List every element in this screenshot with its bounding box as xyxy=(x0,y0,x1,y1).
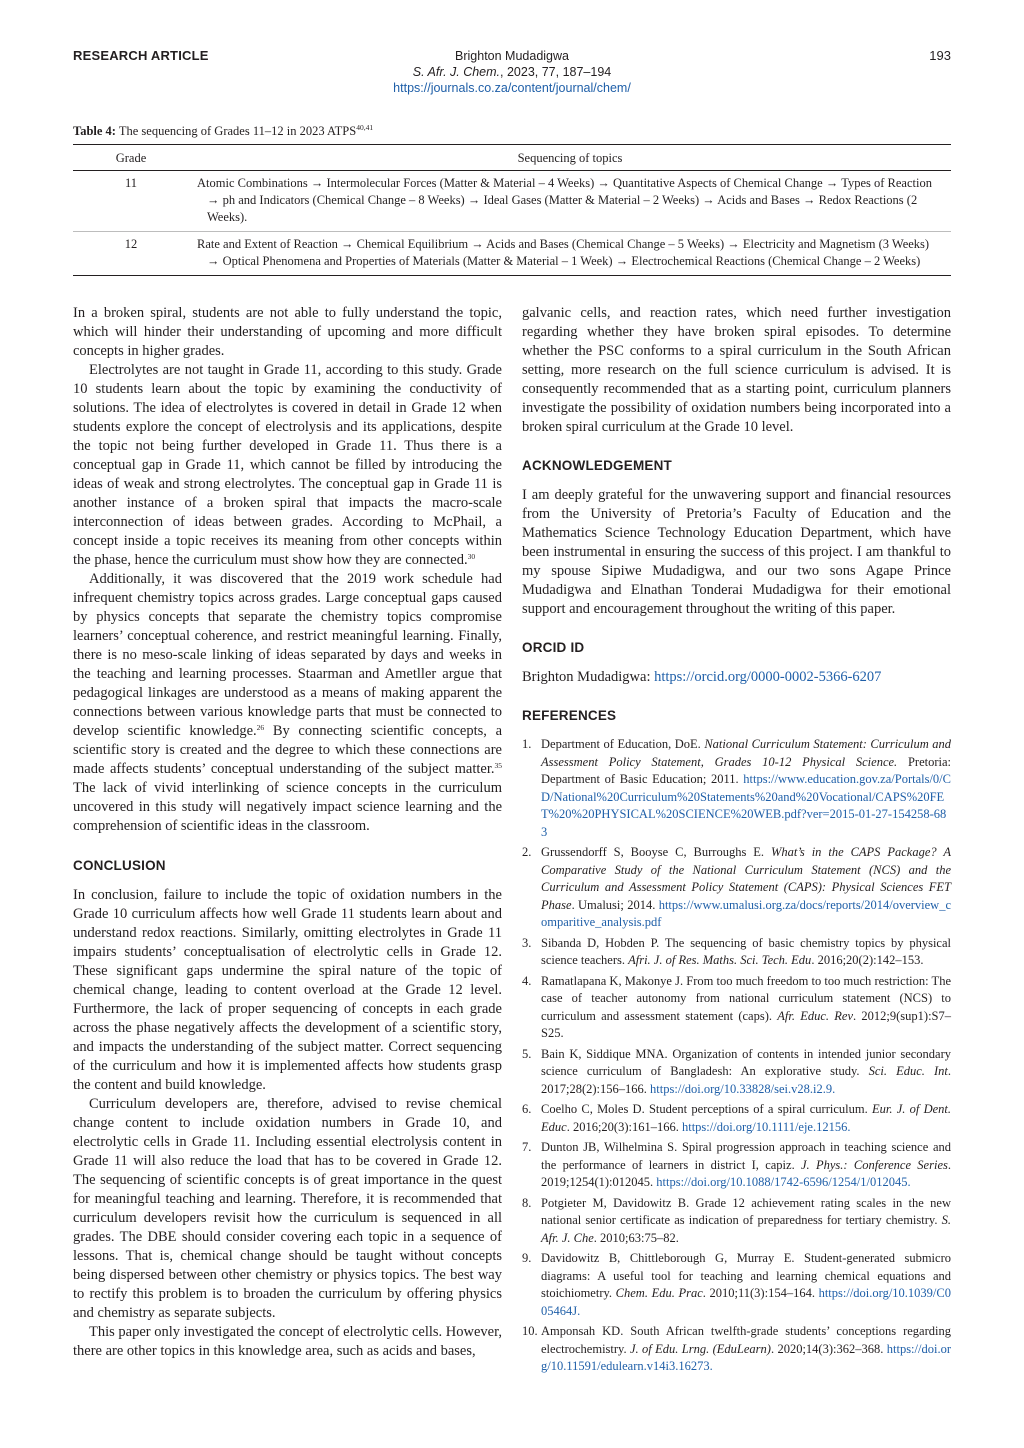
reference-authors: Potgieter M, Davidowitz B. Grade 12 achievement rating scales in the new national senior certificate as indication of preparedness for tertiary chemistry. xyxy=(541,1195,951,1227)
reference-title: Eur. J. of Dent. Educ xyxy=(541,1102,952,1134)
table-cell-grade: 12 xyxy=(73,232,189,276)
header-journal: S. Afr. J. Chem. xyxy=(412,65,501,79)
citation: 35 xyxy=(494,761,502,770)
page-number: 193 xyxy=(929,48,951,63)
section-label: RESEARCH ARTICLE xyxy=(73,48,209,63)
reference-title: S. Afr. J. Che xyxy=(541,1213,951,1245)
reference-authors: Department of Education, DoE. xyxy=(541,737,705,751)
reference-item xyxy=(522,1250,951,1320)
table-caption-citation: 40,41 xyxy=(356,123,374,132)
section-heading-orcid: ORCID ID xyxy=(522,640,585,655)
body-paragraph: Curriculum developers are, therefore, advised to revise chemical change content to include oxidation numbers in Grade 10, and electrolytic cells in Grade 11. Including essential electrolysis content in Grade 11 will also reduce the load that has to be covered in Grade 12. The sequencing of scientific concepts is of great importance in the quest for meaningful teaching and learning. Therefore, it is recommended that curriculum developers revisit how the curriculum is sequenced in all grades. The DBE should consider covering each topic in a sequence of lessons. That is, chemical change should be taught without concepts being dispersed between other chemistry or physics topics. The best way to rectify this problem is to broaden the curriculum by offering physics and chemistry as separate subjects. xyxy=(73,1096,502,1321)
table-4 xyxy=(73,124,951,276)
table-caption-text: The sequencing of Grades 11–12 in 2023 ATPS xyxy=(115,124,357,138)
table-caption xyxy=(73,124,951,139)
table-row xyxy=(73,171,951,232)
reference-item xyxy=(522,1101,951,1136)
reference-item xyxy=(522,973,951,1043)
orcid-link[interactable]: https://orcid.org/0000-0002-5366-6207 xyxy=(654,669,882,685)
reference-title: Sci. Educ. Int xyxy=(868,1064,948,1078)
reference-details: . 2016;20(3):161–166. xyxy=(566,1119,682,1134)
citation: 26 xyxy=(256,723,265,732)
reference-item xyxy=(522,1323,951,1376)
reference-details: . 2010;63:75–82. xyxy=(593,1230,679,1245)
reference-authors: Ramatlapana K, Makonye J. From too much freedom to too much restriction: The case of teacher autonomy from national curriculum statement (NCS) to curriculum and assessment statement (caps). xyxy=(541,973,951,1023)
reference-number: 1. xyxy=(522,737,532,751)
reference-link[interactable]: https://doi.org/10.1111/eje.12156. xyxy=(681,1119,851,1134)
body-paragraph: In conclusion, failure to include the topic of oxidation numbers in the Grade 10 curriculum affects how well Grade 11 students learn about and understand redox reactions. Similarly, omitting electrolytes in Grade 11 impairs students’ conceptualisation of electrolytic cells in Grade 12. These significant gaps undermine the spiral nature of the topic of chemical change, leading to content overload at the Grade 12 level. Furthermore, the lack of proper sequencing of concepts in each grade across the phase negatively affects the development of a scientific story, and impacts the understanding of the subject matter. Correct sequencing of the curriculum and how it is implemented affects how students grasp the content and build knowledge. xyxy=(73,887,502,1093)
acknowledgement-text: I am deeply grateful for the unwavering support and financial resources from the University of Pretoria’s Faculty of Education and the Mathematics Science Technology Education Department, which have been instrumental in ensuring the success of this project. I am thankful to my spouse Sipiwe Mudadigwa, and our two sons Agape Prince Mudadigwa and Elnathan Tonderai Mudadigwa for their emotional support and encouragement throughout the writing of this paper. xyxy=(522,487,951,617)
paragraph-text: The lack of vivid interlinking of science concepts in the curriculum uncovered in this study will negatively impact science learning and the comprehension of scientific ideas in the classroom. xyxy=(73,780,502,834)
reference-authors: Amponsah KD. South African twelfth-grade students’ conceptions regarding electrochemistry. xyxy=(541,1324,951,1356)
reference-title: National Curriculum Statement: Curriculum and Assessment Policy Statement, Grades 10-12 Physical Science. xyxy=(541,737,951,769)
body-paragraph: In a broken spiral, students are not able to fully understand the topic, which will hinder their understanding of upcoming and more difficult concepts in higher grades. xyxy=(73,305,502,359)
right-column xyxy=(522,304,951,1379)
body-paragraph: This paper only investigated the concept of electrolytic cells. However, there are other topics in this knowledge area, such as acids and bases, xyxy=(73,1324,502,1359)
reference-number: 8. xyxy=(522,1195,532,1210)
sequence-text: Rate and Extent of Reaction → Chemical Equilibrium → Acids and Bases (Chemical Change – 5 Weeks) → Electricity and Magnetism (3 Weeks) → Optical Phenomena and Properties of Materials (Matter & Material – 1 Week) → Electrochemical Reactions (Chemical Change – 2 Weeks) xyxy=(197,237,930,268)
table-caption-label: Table 4: xyxy=(73,124,116,138)
header-author: Brighton Mudadigwa xyxy=(455,49,569,63)
reference-title: J. Phys.: Conference Series xyxy=(801,1157,948,1172)
reference-link[interactable]: https://doi.org/10.11591/edulearn.v14i3.16273. xyxy=(541,1341,951,1373)
reference-item xyxy=(522,1139,951,1192)
reference-details: . 2012;9(sup1):S7–S25. xyxy=(541,1008,951,1040)
reference-details: . 2016;20(2):142–153. xyxy=(811,953,924,967)
reference-number: 4. xyxy=(522,973,532,988)
reference-link[interactable]: https://www.education.gov.za/Portals/0/CD/National%20Curriculum%20Statements%20and%20Vocational/CAPS%20FET%20%20PHYSICAL%20SCIENCE%20WEB.pdf?ver=2015-01-27-154258-683 xyxy=(541,772,951,839)
reference-number: 5. xyxy=(522,1046,532,1061)
reference-link[interactable]: https://doi.org/10.33828/sei.v28.i2.9. xyxy=(650,1081,836,1096)
reference-list xyxy=(522,736,951,1376)
reference-link[interactable]: https://doi.org/10.1039/C005464J. xyxy=(541,1286,951,1318)
citation: 30 xyxy=(467,552,476,561)
left-column xyxy=(73,304,502,1361)
body-paragraph: galvanic cells, and reaction rates, which need further investigation regarding whether they have broken spiral episodes. To determine whether the PSC conforms to a spiral curriculum in the South African setting, more research on the full science curriculum is advised. It is consequently recommended that as a starting point, curriculum planners investigate the possibility of oxidation numbers being incorporated into a broken spiral curriculum at the Grade 10 level. xyxy=(522,305,951,435)
section-heading-conclusion: CONCLUSION xyxy=(73,858,166,873)
paragraph-text: Electrolytes are not taught in Grade 11, according to this study. Grade 10 students learn about the topic by examining the conductivity of solutions. The idea of electrolytes is covered in detail in Grade 12 when students explore the concept of electrolysis and its applications, despite the topic not being further developed in Grade 11. Thus there is a conceptual gap in Grade 11, which cannot be filled by introducing the ideas of weak and strong electrolytes. The conceptual gap in Grade 11 is another instance of a broken spiral that impacts the macro-scale interconnection of ideas between grades. According to McPhail, a concept inside a topic receives its meaning from other concepts within the phase, hence the curriculum must show how they are connected. xyxy=(73,362,502,568)
header-citation xyxy=(312,64,712,80)
reference-item xyxy=(522,736,951,841)
reference-link[interactable]: https://www.umalusi.org.za/docs/reports/2014/overview_comparitive_analysis.pdf xyxy=(541,897,951,929)
table-cell-sequence xyxy=(189,232,951,276)
reference-number: 9. xyxy=(522,1251,532,1265)
table-row xyxy=(73,232,951,276)
reference-details: . 2017;28(2):156–166. xyxy=(541,1064,951,1096)
sequence-text: Atomic Combinations → Intermolecular Forces (Matter & Material – 4 Weeks) → Quantitative Aspects of Chemical Change → Types of Reaction → ph and Indicators (Chemical Change – 8 Weeks) → Ideal Gases (Matter & Material – 2 Weeks) → Acids and Bases → Redox Reactions (2 Weeks). xyxy=(197,176,932,224)
reference-authors: Bain K, Siddique MNA. Organization of contents in intended junior secondary science curriculum of Bangladesh: An explorative study. xyxy=(541,1046,951,1078)
reference-details: . 2020;14(3):362–368. xyxy=(770,1341,887,1356)
table-cell-sequence xyxy=(189,171,951,232)
reference-item xyxy=(522,844,951,932)
reference-title: What’s in the CAPS Package? A Comparative Study of the National Curriculum Statement (NCS) and the Curriculum and Assessment Policy Statement (CAPS): Physical Sciences FET Phase xyxy=(541,845,951,912)
header-volume: , 2023, 77, 187–194 xyxy=(500,65,612,79)
reference-authors: Davidowitz B, Chittleborough G, Murray E. Student-generated submicro diagrams: A useful tool for teaching and learning chemical equations and stoichiometry. xyxy=(541,1251,951,1300)
reference-authors: Dunton JB, Wilhelmina S. Spiral progression approach in teaching science and the performance of learners in district I, capiz. xyxy=(541,1140,951,1172)
reference-title: Afri. J. of Res. Maths. Sci. Tech. Edu xyxy=(628,953,812,967)
body-paragraph xyxy=(73,361,502,570)
reference-number: 2. xyxy=(522,845,532,859)
reference-number: 10. xyxy=(522,1324,538,1338)
reference-details: . 2010;11(3):154–164. xyxy=(702,1286,819,1300)
reference-details: . Umalusi; 2014. xyxy=(571,897,659,912)
reference-link[interactable]: https://doi.org/10.1088/1742-6596/1254/1/012045. xyxy=(656,1175,911,1189)
orcid-author: Brighton Mudadigwa: xyxy=(522,669,655,685)
reference-number: 7. xyxy=(522,1140,532,1154)
reference-details: . 2019;1254(1):012045. xyxy=(541,1157,951,1189)
paragraph-text: By connecting scientific concepts, a scientific story is created and the degree to which these connections are made affects students’ conceptual understanding of the subject matter. xyxy=(73,723,503,777)
reference-authors: Sibanda D, Hobden P. The sequencing of basic chemistry topics by physical science teachers. xyxy=(541,935,951,967)
section-heading-references: REFERENCES xyxy=(522,708,617,723)
reference-item xyxy=(522,1195,951,1248)
running-header xyxy=(312,48,712,96)
reference-title: Afr. Educ. Rev xyxy=(777,1008,854,1023)
reference-details: Pretoria: Department of Basic Education; 2011. xyxy=(541,754,951,786)
section-heading-acknowledgement: ACKNOWLEDGEMENT xyxy=(522,458,672,473)
table-header-sequencing: Sequencing of topics xyxy=(189,145,951,171)
header-url-link[interactable]: https://journals.co.za/content/journal/chem/ xyxy=(393,81,631,95)
table-header-grade: Grade xyxy=(73,145,189,171)
reference-authors: Coelho C, Moles D. Student perceptions of a spiral curriculum. xyxy=(541,1102,872,1116)
reference-number: 3. xyxy=(522,935,532,950)
body-paragraph xyxy=(73,570,502,836)
orcid-line xyxy=(522,668,951,687)
table-header-row xyxy=(73,145,951,171)
reference-item xyxy=(522,935,951,970)
paragraph-text: Additionally, it was discovered that the 2019 work schedule had infrequent chemistry topics across grades. Large conceptual gaps caused by physics concepts that separate the chemistry topics compromise learners’ conceptual coherence, and restrict meaningful learning. Finally, there is no meso-scale linking of ideas separated by days and weeks in the teaching and learning processes. Staarman and Ametller argue that pedagogical linkages are understood as a means of making apparent the connections between various knowledge parts that must be connected to develop scientific knowledge. xyxy=(73,571,502,739)
reference-title: Chem. Edu. Prac xyxy=(615,1286,703,1300)
sequencing-table xyxy=(73,144,951,276)
table-cell-grade: 11 xyxy=(73,171,189,232)
reference-item xyxy=(522,1046,951,1099)
reference-authors: Grussendorff S, Booyse C, Burroughs E. xyxy=(541,845,771,859)
reference-number: 6. xyxy=(522,1102,532,1116)
reference-title: J. of Edu. Lrng. (EduLearn) xyxy=(630,1341,771,1356)
